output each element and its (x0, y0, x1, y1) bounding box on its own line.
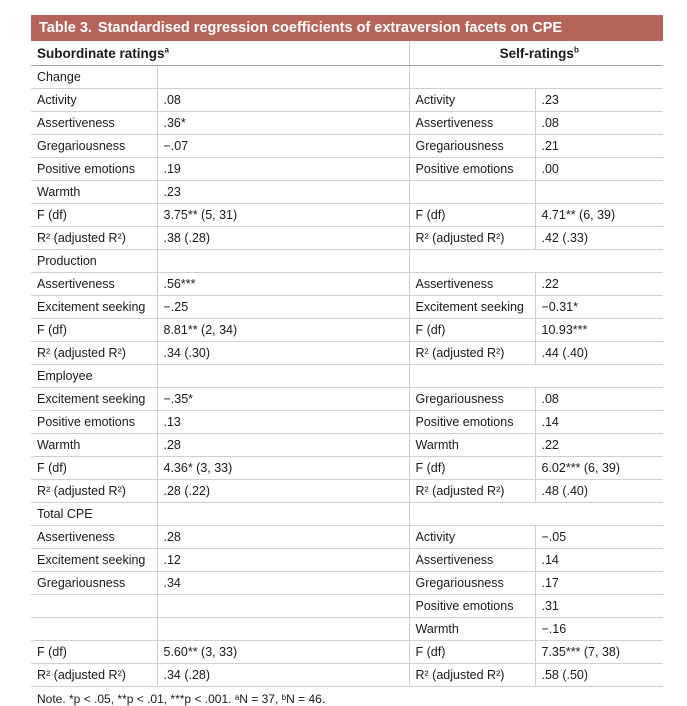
subordinate-label-cell: Positive emotions (31, 411, 157, 434)
empty-cell (157, 66, 409, 89)
self-label-cell: Assertiveness (409, 273, 535, 296)
table-row (31, 181, 663, 204)
subordinate-value-cell: .08 (157, 89, 409, 112)
section-label: Total CPE (31, 503, 157, 526)
self-value-cell: .08 (535, 112, 663, 135)
self-label-cell: Warmth (409, 434, 535, 457)
table-row (31, 618, 663, 641)
subordinate-label-cell: F (df) (31, 204, 157, 227)
self-label-cell: Activity (409, 526, 535, 549)
empty-cell (409, 250, 663, 273)
empty-cell (157, 250, 409, 273)
self-value-cell: .14 (535, 549, 663, 572)
table-row (31, 227, 663, 250)
table-row (31, 135, 663, 158)
section-label: Production (31, 250, 157, 273)
self-value-cell: 4.71** (6, 39) (535, 204, 663, 227)
self-value-cell: .23 (535, 89, 663, 112)
self-ratings-header: Self-ratings$^b$ (409, 41, 663, 66)
subordinate-label-cell: F (df) (31, 641, 157, 664)
self-label-cell: F (df) (409, 641, 535, 664)
subordinate-value-cell: .19 (157, 158, 409, 181)
subordinate-label-cell: F (df) (31, 457, 157, 480)
table-row (31, 204, 663, 227)
self-value-cell: −.16 (535, 618, 663, 641)
self-value-cell: .00 (535, 158, 663, 181)
subordinate-label-cell: Excitement seeking (31, 549, 157, 572)
self-label-cell: Gregariousness (409, 388, 535, 411)
subordinate-label-cell: Excitement seeking (31, 388, 157, 411)
self-label-cell: R² (adjusted R²) (409, 342, 535, 365)
self-label-cell: Positive emotions (409, 411, 535, 434)
table-container (31, 15, 663, 706)
self-value-cell: .58 (.50) (535, 664, 663, 687)
table-row (31, 158, 663, 181)
subordinate-value-cell: .34 (.30) (157, 342, 409, 365)
table-row (31, 641, 663, 664)
table-row (31, 664, 663, 687)
table-row (31, 411, 663, 434)
table-row (31, 273, 663, 296)
self-label-cell: R² (adjusted R²) (409, 227, 535, 250)
self-label-cell: Warmth (409, 618, 535, 641)
table-row (31, 296, 663, 319)
subordinate-value-cell: .36* (157, 112, 409, 135)
self-value-cell (535, 181, 663, 204)
section-row (31, 250, 663, 273)
subordinate-label-cell: Gregariousness (31, 135, 157, 158)
table-caption (31, 15, 663, 41)
self-label-cell: Assertiveness (409, 112, 535, 135)
self-value-cell: 10.93*** (535, 319, 663, 342)
self-value-cell: .21 (535, 135, 663, 158)
self-value-cell: .48 (.40) (535, 480, 663, 503)
subordinate-label-cell: R² (adjusted R²) (31, 480, 157, 503)
subordinate-value-cell (157, 618, 409, 641)
table-row (31, 572, 663, 595)
subordinate-value-cell: .28 (157, 434, 409, 457)
self-value-cell: −0.31* (535, 296, 663, 319)
section-label: Employee (31, 365, 157, 388)
self-label-cell: F (df) (409, 319, 535, 342)
subordinate-label-cell: Assertiveness (31, 273, 157, 296)
subordinate-value-cell: −.25 (157, 296, 409, 319)
table-row (31, 388, 663, 411)
subordinate-label-cell: Warmth (31, 181, 157, 204)
section-row (31, 503, 663, 526)
self-value-cell: .17 (535, 572, 663, 595)
header-row (31, 41, 663, 66)
empty-cell (409, 503, 663, 526)
empty-cell (409, 66, 663, 89)
table-row (31, 595, 663, 618)
subordinate-value-cell: .34 (.28) (157, 664, 409, 687)
table-row (31, 89, 663, 112)
self-label-cell: Positive emotions (409, 158, 535, 181)
table-row (31, 526, 663, 549)
empty-cell (157, 365, 409, 388)
self-value-cell: 7.35*** (7, 38) (535, 641, 663, 664)
subordinate-value-cell: −.07 (157, 135, 409, 158)
self-label-cell: Positive emotions (409, 595, 535, 618)
section-row (31, 66, 663, 89)
subordinate-ratings-header: Subordinate ratings$^a$ (31, 41, 409, 66)
section-label: Change (31, 66, 157, 89)
self-label-cell: R² (adjusted R²) (409, 480, 535, 503)
subordinate-value-cell: 4.36* (3, 33) (157, 457, 409, 480)
subordinate-value-cell: .28 (157, 526, 409, 549)
subordinate-label-cell (31, 595, 157, 618)
subordinate-label-cell: Warmth (31, 434, 157, 457)
subordinate-value-cell: 5.60** (3, 33) (157, 641, 409, 664)
table-row (31, 434, 663, 457)
self-value-cell: .08 (535, 388, 663, 411)
self-value-cell: .31 (535, 595, 663, 618)
subordinate-label-cell: Gregariousness (31, 572, 157, 595)
self-label-cell: Gregariousness (409, 572, 535, 595)
regression-table (31, 41, 663, 687)
subordinate-label-cell: Assertiveness (31, 112, 157, 135)
self-value-cell: −.05 (535, 526, 663, 549)
table-row (31, 549, 663, 572)
caption-title: Standardised regression coefficients of extraversion facets on CPE (97, 20, 563, 36)
empty-cell (157, 503, 409, 526)
subordinate-label-cell: F (df) (31, 319, 157, 342)
self-label-cell: F (df) (409, 457, 535, 480)
self-label-cell: R² (adjusted R²) (409, 664, 535, 687)
self-value-cell: .14 (535, 411, 663, 434)
subordinate-label-cell: Assertiveness (31, 526, 157, 549)
self-label-cell: Excitement seeking (409, 296, 535, 319)
table-row (31, 342, 663, 365)
subordinate-value-cell: .38 (.28) (157, 227, 409, 250)
self-value-cell: .22 (535, 273, 663, 296)
subordinate-value-cell: .13 (157, 411, 409, 434)
table-note: Note. *p < .05, **p < .01, ***p < .001. ᵃN = 37, ᵇN = 46. (37, 692, 326, 706)
subordinate-label-cell: Excitement seeking (31, 296, 157, 319)
subordinate-label-cell: Positive emotions (31, 158, 157, 181)
subordinate-label-cell: R² (adjusted R²) (31, 227, 157, 250)
table-row (31, 319, 663, 342)
subordinate-label-cell: R² (adjusted R²) (31, 342, 157, 365)
self-label-cell (409, 181, 535, 204)
subordinate-value-cell: .23 (157, 181, 409, 204)
table-body (31, 41, 663, 687)
table-row (31, 112, 663, 135)
self-value-cell: 6.02*** (6, 39) (535, 457, 663, 480)
subordinate-value-cell: .56*** (157, 273, 409, 296)
subordinate-value-cell: 3.75** (5, 31) (157, 204, 409, 227)
empty-cell (409, 365, 663, 388)
subordinate-value-cell: .28 (.22) (157, 480, 409, 503)
self-label-cell: Activity (409, 89, 535, 112)
subordinate-value-cell: 8.81** (2, 34) (157, 319, 409, 342)
subordinate-label-cell (31, 618, 157, 641)
subordinate-value-cell: .12 (157, 549, 409, 572)
table-row (31, 480, 663, 503)
self-value-cell: .44 (.40) (535, 342, 663, 365)
subordinate-label-cell: Activity (31, 89, 157, 112)
caption-label: Table 3. (39, 20, 92, 36)
subordinate-value-cell: −.35* (157, 388, 409, 411)
subordinate-value-cell: .34 (157, 572, 409, 595)
subordinate-label-cell: R² (adjusted R²) (31, 664, 157, 687)
self-label-cell: Assertiveness (409, 549, 535, 572)
table-row (31, 457, 663, 480)
section-row (31, 365, 663, 388)
subordinate-value-cell (157, 595, 409, 618)
self-label-cell: F (df) (409, 204, 535, 227)
self-label-cell: Gregariousness (409, 135, 535, 158)
self-value-cell: .42 (.33) (535, 227, 663, 250)
self-value-cell: .22 (535, 434, 663, 457)
